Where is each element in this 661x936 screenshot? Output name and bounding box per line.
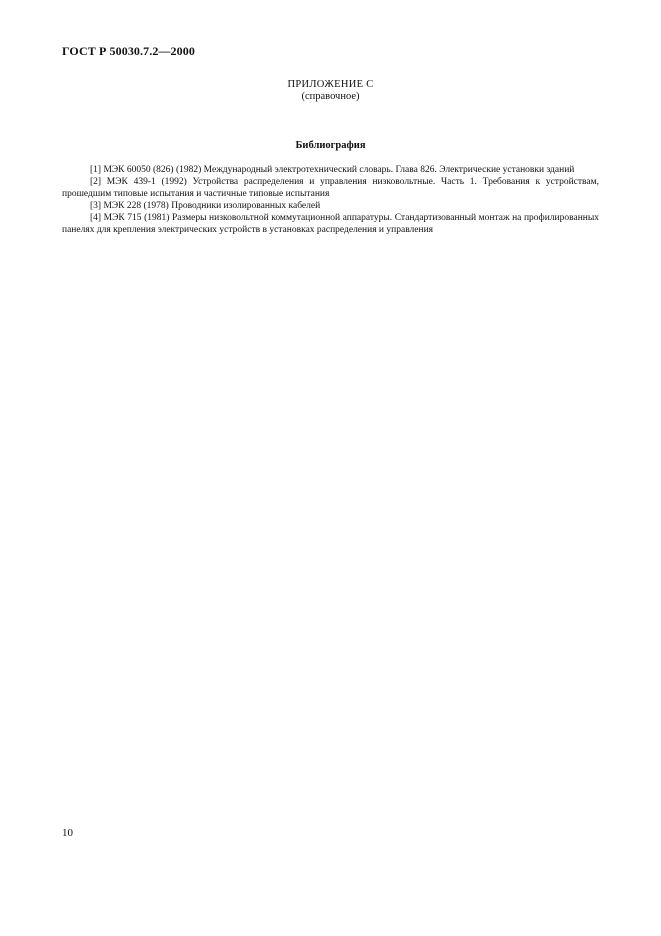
bibliography-entry-2: [2] МЭК 439-1 (1992) Устройства распределения и управления низковольтные. Часть 1. Требования к устройствам, прошедшим типовые испытания и частичные типовые испытания [62,177,599,199]
bibliography-entry-1: [1] МЭК 60050 (826) (1982) Международный электротехнический словарь. Глава 826. Электрические установки зданий [90,165,575,175]
appendix-title: ПРИЛОЖЕНИЕ С [287,79,374,90]
bibliography-list [62,164,599,236]
bibliography-heading: Библиография [295,140,366,151]
bibliography-entry-3: [3] МЭК 228 (1978) Проводники изолированных кабелей [90,201,321,211]
appendix-subtitle: (справочное) [301,91,360,102]
appendix-heading [0,79,661,103]
page-number: 10 [62,827,73,839]
bibliography-entry-4: [4] МЭК 715 (1981) Размеры низковольтной коммутационной аппаратуры. Стандартизованный монтаж на профилированных панелях для крепления электрических устройств в установках распределения и управления [62,213,599,235]
document-header-standard-id: ГОСТ Р 50030.7.2—2000 [62,44,195,58]
